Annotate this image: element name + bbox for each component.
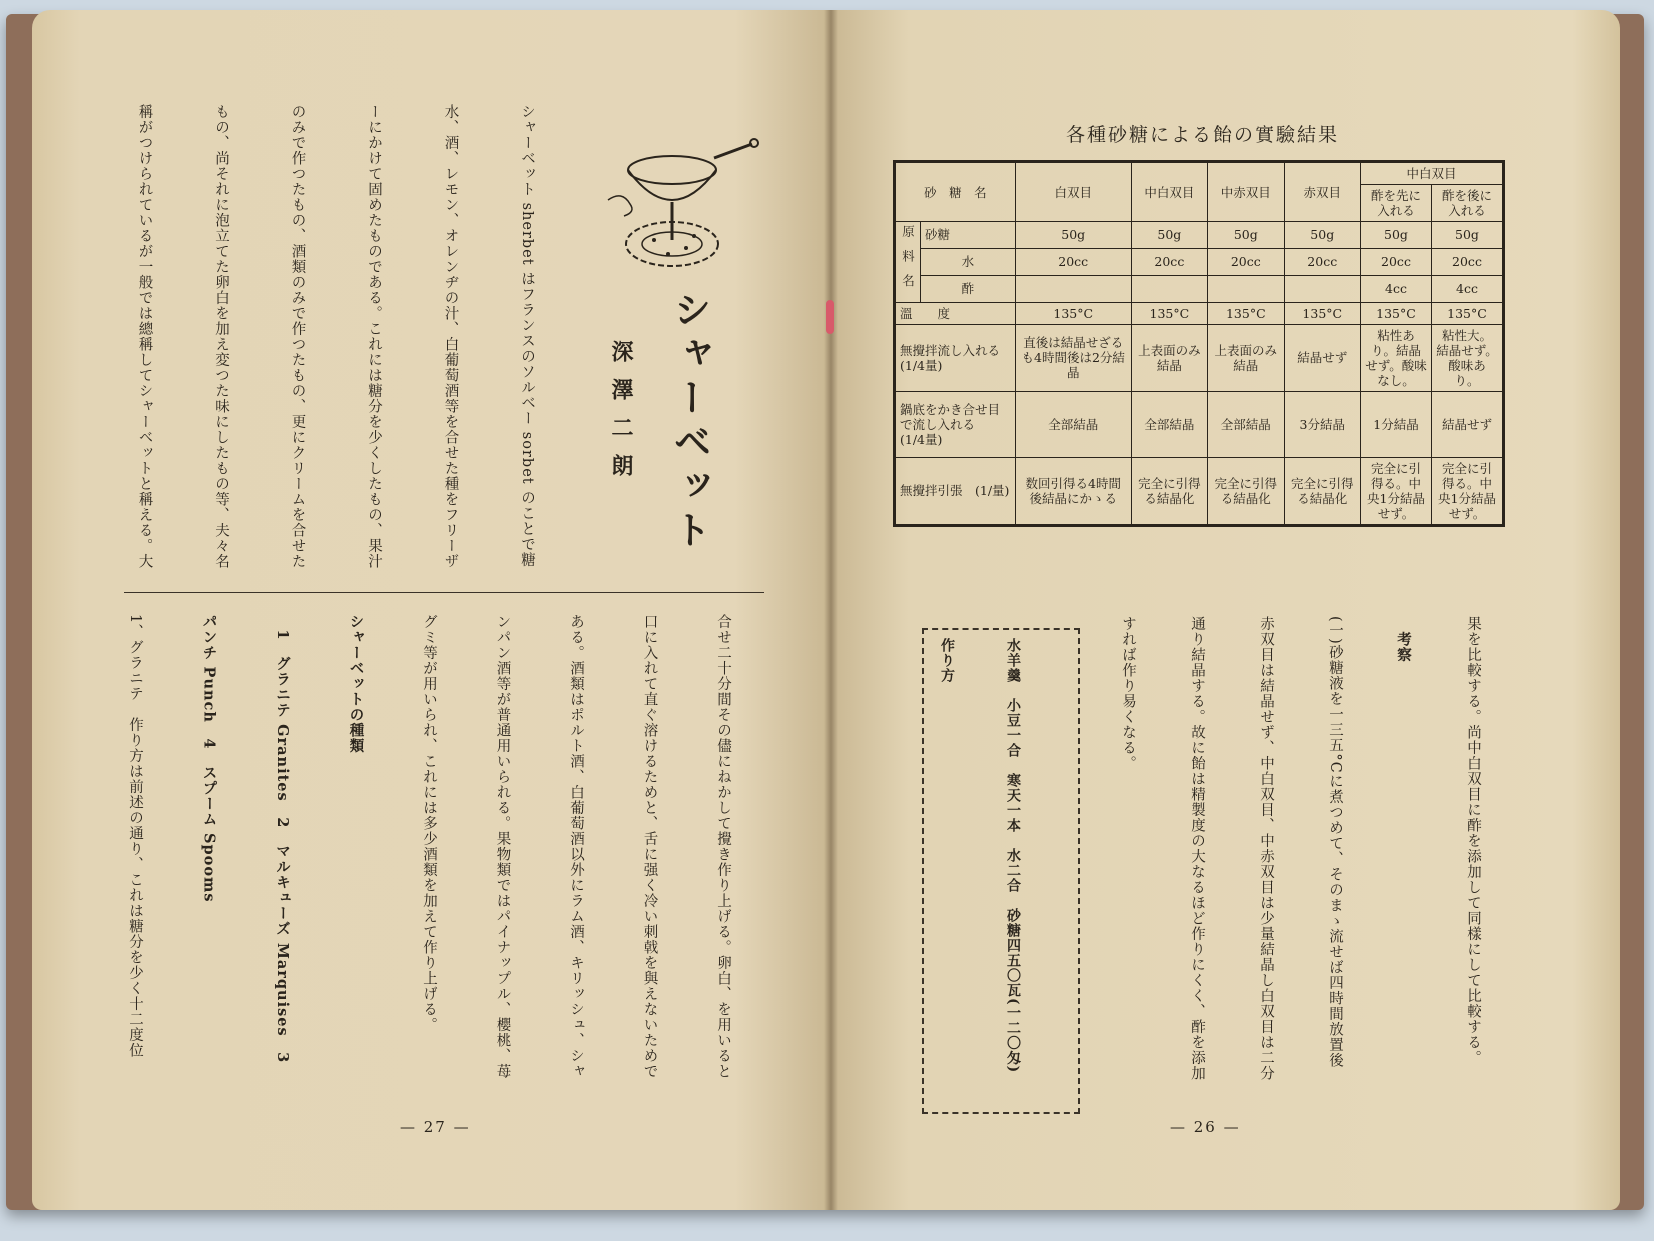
- table-title: 各種砂糖による飴の實驗結果: [1066, 124, 1340, 146]
- table-cell: 135°C: [1284, 302, 1360, 324]
- table-cell: 3分結晶: [1284, 391, 1360, 457]
- table-cell: [1015, 275, 1131, 302]
- table-cell: 20cc: [1432, 248, 1504, 275]
- table-cell: 数回引得る4時間後結晶にかゝる: [1015, 457, 1131, 525]
- text-column: (一)砂糖液を一三五°Cに煮つめて、そのまゝ流せば四時間放置後: [1327, 616, 1343, 1069]
- page-number: — 26 —: [1170, 1118, 1241, 1136]
- text-column: もの、尚それに泡立てた卵白を加え変つた味にしたもの等、夫々名: [213, 104, 229, 569]
- table-cell: 完全に引得る。中央1分結晶せず。: [1361, 457, 1432, 525]
- table-row: [895, 275, 1504, 302]
- upper-text-block: [124, 104, 590, 574]
- table-cell: 20cc: [1208, 248, 1284, 275]
- table-cell: 135°C: [1432, 302, 1504, 324]
- binding-thread: [826, 300, 834, 334]
- table-cell: [1208, 275, 1284, 302]
- table-cell: 50g: [1284, 222, 1360, 249]
- left-page: [32, 10, 830, 1210]
- table-row: [895, 248, 1504, 275]
- table-cell: 全部結晶: [1208, 391, 1284, 457]
- article-title: シャーベット: [667, 290, 712, 554]
- table-cell: 上表面のみ結晶: [1131, 324, 1207, 391]
- text-column: ある。酒類はポルト酒、白葡萄酒以外にラム酒、キリッシュ、シャ: [568, 614, 584, 1079]
- table-cell: 135°C: [1208, 302, 1284, 324]
- table-header-cell: 白双目: [1015, 162, 1131, 222]
- section-divider: [124, 592, 764, 593]
- recipe-title: 水羊羹 小豆一合 寒天一本 水二合 砂糖四五〇瓦(一二〇匁): [1005, 638, 1021, 1074]
- table-row-label: 酢: [921, 275, 1016, 302]
- text-column: ンパン酒等が普通用いられる。果物類ではパイナップル、櫻桃、苺: [494, 614, 511, 1079]
- table-cell: [1131, 275, 1207, 302]
- text-column: 通り結晶する。故に飴は精製度の大なるほど作りにくく、酢を添加: [1189, 616, 1205, 1081]
- lower-text-block: [124, 614, 784, 1114]
- table-cell: 完全に引得る。中央1分結晶せず。: [1432, 457, 1504, 525]
- results-discussion-block: [1090, 616, 1530, 1106]
- table-row: [895, 222, 1504, 249]
- text-column: 口に入れて直ぐ溶けるためと、舌に强く冷い刺戟を與えないためで: [641, 614, 658, 1079]
- text-column: 果を比較する。尚中白双目に酢を添加して同樣にして比較する。: [1465, 616, 1481, 1066]
- text-column: 1 グラニテ Granites 2 マルキューズ Marquises 3: [274, 614, 291, 1064]
- section-heading: 考察: [1395, 616, 1412, 663]
- table-cell: 結晶せず: [1284, 324, 1360, 391]
- text-column: のみで作つたもの、酒類のみで作つたもの、更にクリームを合せた: [289, 104, 306, 569]
- table-cell: 結晶せず: [1432, 391, 1504, 457]
- recipe-text-block: [932, 638, 1068, 1100]
- section-heading: シャーベットの種類: [347, 614, 365, 754]
- table-header-row: [895, 162, 1504, 185]
- table-cell: 135°C: [1361, 302, 1432, 324]
- table-cell: 20cc: [1015, 248, 1131, 275]
- table-row-label: 水: [921, 248, 1016, 275]
- sherbet-glass-illustration: [602, 130, 762, 280]
- table-header-cell: 赤双目: [1284, 162, 1360, 222]
- text-column: 合せ二十分間その儘にねかして攪き作り上げる。卵白、を用いると: [715, 614, 731, 1079]
- table-cell: 4cc: [1361, 275, 1432, 302]
- table-cell: 20cc: [1131, 248, 1207, 275]
- text-column: 1、グラニテ 作り方は前述の通り、これは糖分を少く十二度位: [127, 614, 143, 1059]
- table-cell: [1284, 275, 1360, 302]
- table-cell: 135°C: [1131, 302, 1207, 324]
- table-cell: 50g: [1131, 222, 1207, 249]
- book-gutter: [824, 10, 838, 1210]
- table-row-label: 溫 度: [895, 302, 1016, 324]
- table-row: [895, 324, 1504, 391]
- table-cell: 完全に引得る結晶化: [1131, 457, 1207, 525]
- table-cell: 粘性大。結晶せず。酸味あり。: [1432, 324, 1504, 391]
- text-column: 赤双目は結晶せず、中白双目、中赤双目は少量結晶し白双目は二分: [1258, 616, 1274, 1081]
- table-header-cell: 砂 糖 名: [895, 162, 1016, 222]
- table-cell: 50g: [1208, 222, 1284, 249]
- table-header-cell: 酢を先に入れる: [1361, 185, 1432, 222]
- table-cell: 20cc: [1361, 248, 1432, 275]
- table-cell: 1分結晶: [1361, 391, 1432, 457]
- table-header-cell: 酢を後に入れる: [1432, 185, 1504, 222]
- table-cell: 上表面のみ結晶: [1208, 324, 1284, 391]
- article-author: 深澤二朗: [608, 340, 634, 492]
- table-header-cell: 中赤双目: [1208, 162, 1284, 222]
- table-row: [895, 302, 1504, 324]
- experiment-results-table: [893, 160, 1505, 527]
- table-cell: 20cc: [1284, 248, 1360, 275]
- table-row: [895, 457, 1504, 525]
- table-header-cell: 中白双目: [1361, 162, 1504, 185]
- table-cell: 50g: [1432, 222, 1504, 249]
- table-cell: 50g: [1015, 222, 1131, 249]
- text-column: 稱がつけられているが一般では總稱してシャーベットと稱える。大: [136, 104, 153, 569]
- table-cell: 完全に引得る結晶化: [1284, 457, 1360, 525]
- table-row-label: 無攪拌流し入れる (1/4量): [895, 324, 1016, 391]
- table-header-cell: 中白双目: [1131, 162, 1207, 222]
- table-cell: 50g: [1361, 222, 1432, 249]
- table-cell: 粘性あり。結晶せず。酸味なし。: [1361, 324, 1432, 391]
- table-row-label: 砂糖: [921, 222, 1016, 249]
- table-cell: 全部結晶: [1131, 391, 1207, 457]
- text-column: グミ等が用いられ、これには多少酒類を加えて作り上げる。: [421, 614, 437, 1033]
- section-heading: 作り方: [939, 638, 955, 683]
- table-cell: 135°C: [1015, 302, 1131, 324]
- table-cell: 4cc: [1432, 275, 1504, 302]
- table-row-label: 無攪拌引張 (1/量): [895, 457, 1016, 525]
- text-column: パンチ Punch 4 スプーム Spooms: [200, 614, 218, 903]
- page-number: — 27 —: [400, 1118, 471, 1136]
- text-column: 水、酒、レモン、オレンヂの汁、白葡萄酒等を合せた種をフリーザ: [442, 104, 459, 569]
- text-column: すれば作り易くなる。: [1120, 616, 1136, 771]
- table-row: [895, 391, 1504, 457]
- text-column: シャーベット sherbet はフランスのソルベー sorbet のことで糖: [519, 104, 535, 568]
- table-cell: 直後は結晶せざるも4時間後は2分結晶: [1015, 324, 1131, 391]
- table-cell: 完全に引得る結晶化: [1208, 457, 1284, 525]
- text-column: ーにかけて固めたものである。これには糖分を少くしたもの、果汁: [366, 104, 382, 569]
- table-group-label: 原料名: [895, 222, 921, 303]
- table-row-label: 鍋底をかき合せ目で流し入れる (1/4量): [895, 391, 1016, 457]
- table-cell: 全部結晶: [1015, 391, 1131, 457]
